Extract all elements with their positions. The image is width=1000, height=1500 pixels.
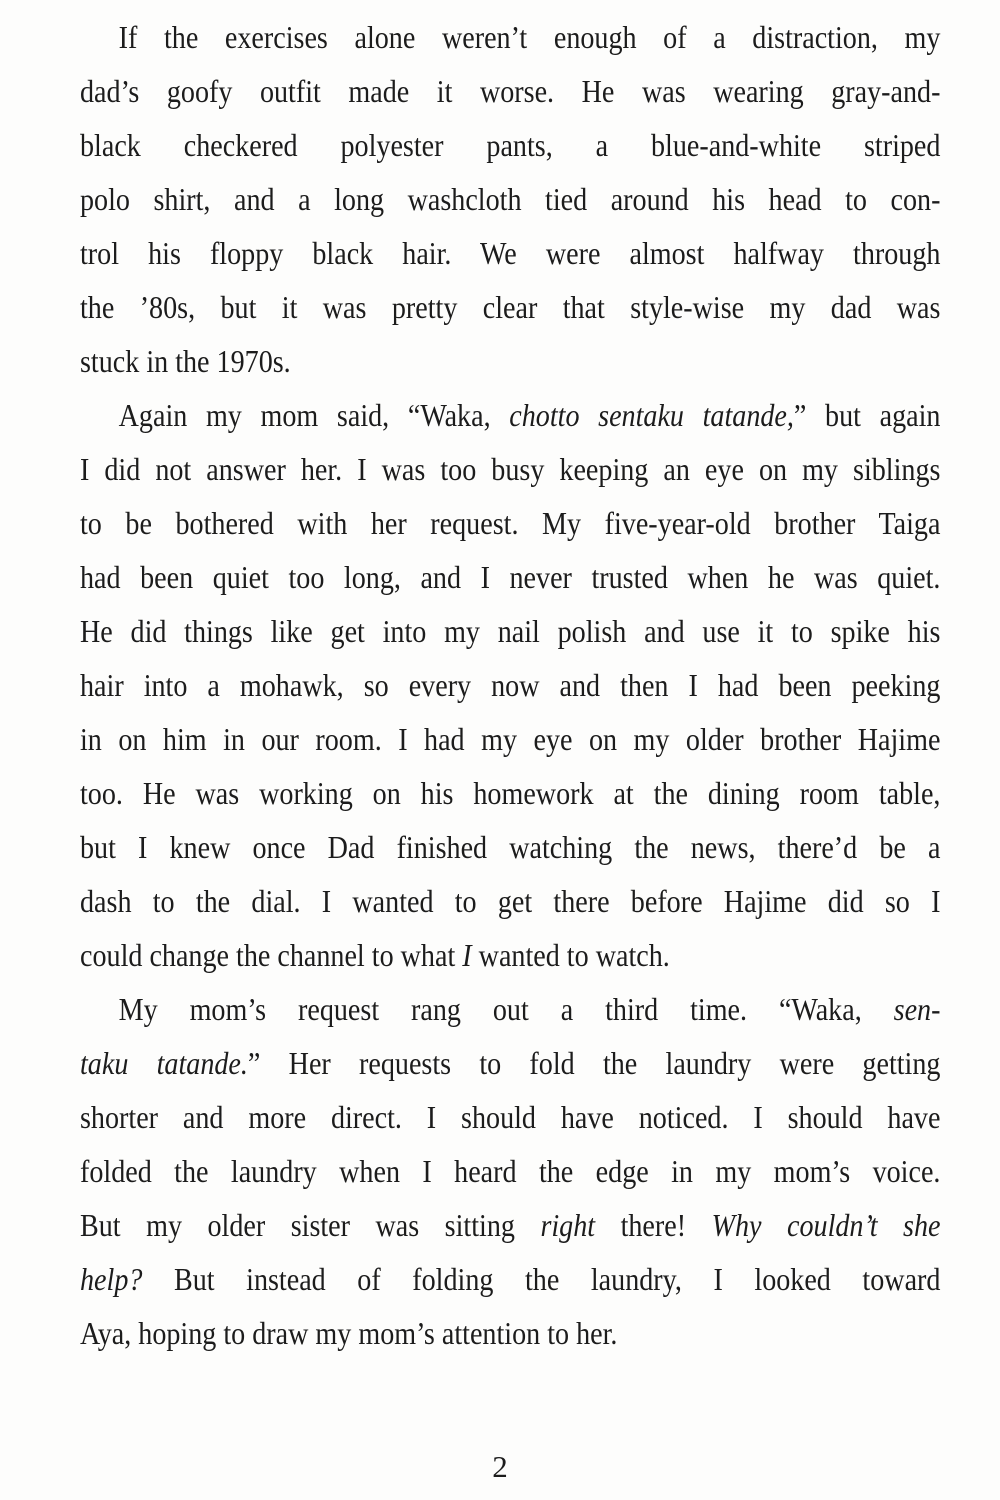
text-line bbox=[80, 820, 940, 874]
text-line bbox=[80, 334, 940, 388]
text-segment: the ’80s, but it was pretty clear that style-wise my dad was bbox=[80, 289, 941, 325]
text-line bbox=[80, 928, 940, 982]
italic-text-segment: Why couldn’t she bbox=[711, 1207, 941, 1243]
text-line bbox=[80, 712, 940, 766]
text-segment: ” Her requests to fold the laundry were getting bbox=[247, 1045, 941, 1081]
text-line bbox=[80, 1198, 940, 1252]
text-line bbox=[80, 1252, 940, 1306]
text-segment: folded the laundry when I heard the edge in my mom’s voice. bbox=[80, 1153, 941, 1189]
text-line bbox=[80, 1144, 940, 1198]
text-line bbox=[80, 280, 940, 334]
italic-text-segment: right bbox=[540, 1207, 596, 1243]
italic-text-segment: I bbox=[462, 937, 472, 973]
text-segment: dad’s goofy outfit made it worse. He was wearing gray-and- bbox=[80, 73, 941, 109]
text-segment: hair into a mohawk, so every now and then I had been peeking bbox=[80, 667, 941, 703]
text-segment: Aya, hoping to draw my mom’s attention to her. bbox=[80, 1315, 618, 1351]
text-segment: But instead of folding the laundry, I looked toward bbox=[142, 1261, 941, 1297]
text-segment: but I knew once Dad finished watching the news, there’d be a bbox=[80, 829, 941, 865]
page-number: 2 bbox=[492, 1449, 508, 1484]
text-line bbox=[80, 172, 940, 226]
text-line bbox=[80, 550, 940, 604]
text-line bbox=[80, 658, 940, 712]
text-segment: I did not answer her. I was too busy keeping an eye on my siblings bbox=[80, 451, 941, 487]
text-line bbox=[80, 1306, 940, 1360]
text-segment: If the exercises alone weren’t enough of a distraction, my bbox=[118, 19, 941, 55]
text-segment: too. He was working on his homework at the dining room table, bbox=[80, 775, 941, 811]
text-line bbox=[80, 1036, 940, 1090]
text-segment: wanted to watch. bbox=[471, 937, 670, 973]
italic-text-segment: help? bbox=[80, 1261, 143, 1297]
text-line bbox=[80, 388, 940, 442]
page-text bbox=[80, 10, 940, 1360]
text-line bbox=[80, 604, 940, 658]
text-segment: could change the channel to what bbox=[80, 937, 463, 973]
text-segment: But my older sister was sitting bbox=[80, 1207, 541, 1243]
text-line bbox=[80, 766, 940, 820]
text-line bbox=[80, 64, 940, 118]
italic-text-segment: sen- bbox=[893, 991, 941, 1027]
text-line bbox=[80, 442, 940, 496]
text-segment: black checkered polyester pants, a blue-and-white striped bbox=[80, 127, 941, 163]
text-segment: ” but again bbox=[793, 397, 941, 433]
text-segment: stuck in the 1970s. bbox=[80, 343, 291, 379]
text-line bbox=[80, 982, 940, 1036]
text-line bbox=[80, 496, 940, 550]
text-line bbox=[80, 10, 940, 64]
text-segment: in on him in our room. I had my eye on my older brother Hajime bbox=[80, 721, 941, 757]
text-line bbox=[80, 118, 940, 172]
text-segment: He did things like get into my nail polish and use it to spike his bbox=[80, 613, 941, 649]
text-segment: shorter and more direct. I should have noticed. I should have bbox=[80, 1099, 941, 1135]
text-segment: to be bothered with her request. My five-year-old brother Taiga bbox=[80, 505, 941, 541]
text-segment: Again my mom said, “Waka, bbox=[118, 397, 510, 433]
text-line bbox=[80, 874, 940, 928]
italic-text-segment: chotto sentaku tatande, bbox=[509, 397, 794, 433]
text-segment: had been quiet too long, and I never trusted when he was quiet. bbox=[80, 559, 941, 595]
text-segment: trol his floppy black hair. We were almost halfway through bbox=[80, 235, 941, 271]
italic-text-segment: taku tatande. bbox=[80, 1045, 248, 1081]
text-segment: dash to the dial. I wanted to get there before Hajime did so I bbox=[80, 883, 941, 919]
text-segment: there! bbox=[595, 1207, 712, 1243]
text-line bbox=[80, 1090, 940, 1144]
text-line bbox=[80, 226, 940, 280]
text-segment: polo shirt, and a long washcloth tied around his head to con- bbox=[80, 181, 941, 217]
text-segment: My mom’s request rang out a third time. “Waka, bbox=[118, 991, 894, 1027]
